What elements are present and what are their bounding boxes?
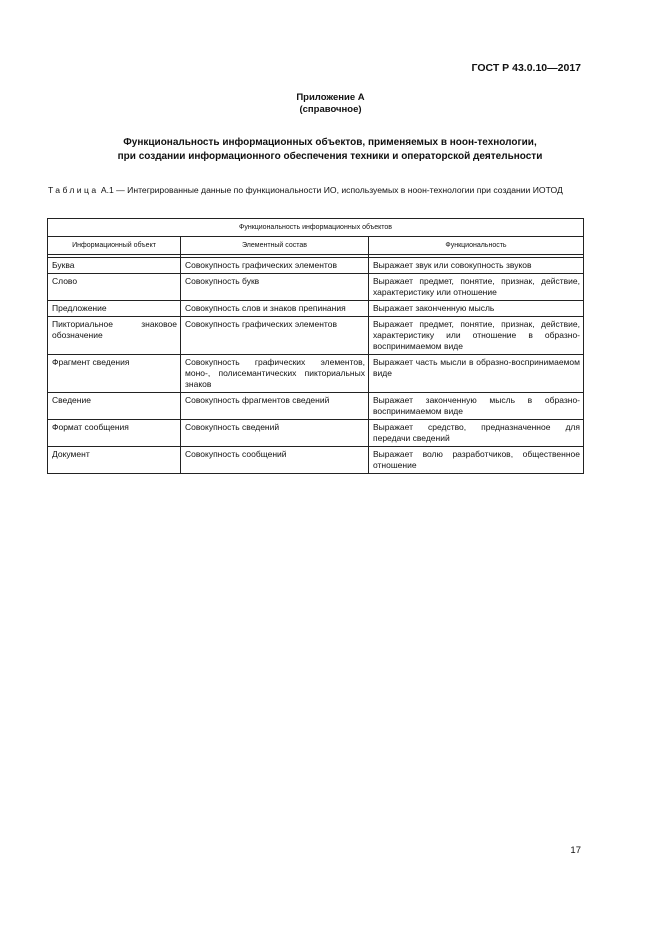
heading-line-2: при создании информационного обеспечения техники и операторской деятельности [117,151,543,162]
table-row [48,393,584,420]
table-cell: Выражает часть мысли в образно-воспринимаемом виде [369,355,584,393]
table-row [48,355,584,393]
table-cell: Совокупность фрагментов сведений [181,393,369,420]
table-cell: Выражает предмет, понятие, признак, действие, характеристику или отношение в образно-воспринимаемом виде [369,317,584,355]
table-cell: Совокупность сведений [181,420,369,447]
table-caption-label: Таблица [48,185,99,195]
table-cell: Формат сообщения [48,420,181,447]
table-cell: Совокупность графических элементов [181,258,369,274]
column-header: Элементный состав [181,237,369,255]
appendix-subtitle: (справочное) [299,104,362,115]
functionality-table [47,218,584,474]
table-cell: Совокупность слов и знаков препинания [181,301,369,317]
table-cell: Документ [48,447,181,474]
appendix-title: Приложение А [296,92,365,103]
heading-line-1: Функциональность информационных объектов, применяемых в ноон-технологии, [123,137,537,148]
table-cell: Выражает предмет, понятие, признак, действие, характеристику или отношение [369,274,584,301]
table-cell: Совокупность букв [181,274,369,301]
table-group-header: Функциональность информационных объектов [48,219,584,237]
table-row [48,258,584,274]
standard-number: ГОСТ Р 43.0.10—2017 [471,62,581,74]
table-caption-text: А.1 — Интегрированные данные по функциональности ИО, используемых в ноон-технологии при создании ИОТОД [98,185,563,195]
table-caption [48,184,583,196]
table-cell: Пикториальное знаковое обозначение [48,317,181,355]
table-row [48,420,584,447]
table-cell: Совокупность графических элементов, моно-, полисемантических пикториальных знаков [181,355,369,393]
table-cell: Выражает звук или совокупность звуков [369,258,584,274]
table-cell: Слово [48,274,181,301]
table-row [48,447,584,474]
table-cell: Совокупность графических элементов [181,317,369,355]
appendix-block [0,92,661,116]
page-number: 17 [570,845,581,856]
table-cell: Выражает законченную мысль в образно-воспринимаемом виде [369,393,584,420]
table-cell: Совокупность сообщений [181,447,369,474]
table-cell: Буква [48,258,181,274]
section-heading [60,136,600,164]
table-cell: Выражает законченную мысль [369,301,584,317]
table-cell: Выражает волю разработчиков, общественное отношение [369,447,584,474]
table-row [48,274,584,301]
table-cell: Предложение [48,301,181,317]
table-cell: Сведение [48,393,181,420]
table-cell: Выражает средство, предназначенное для передачи сведений [369,420,584,447]
table-row [48,301,584,317]
column-header: Функциональность [369,237,584,255]
table-row [48,317,584,355]
column-header: Информационный объект [48,237,181,255]
table-cell: Фрагмент сведения [48,355,181,393]
